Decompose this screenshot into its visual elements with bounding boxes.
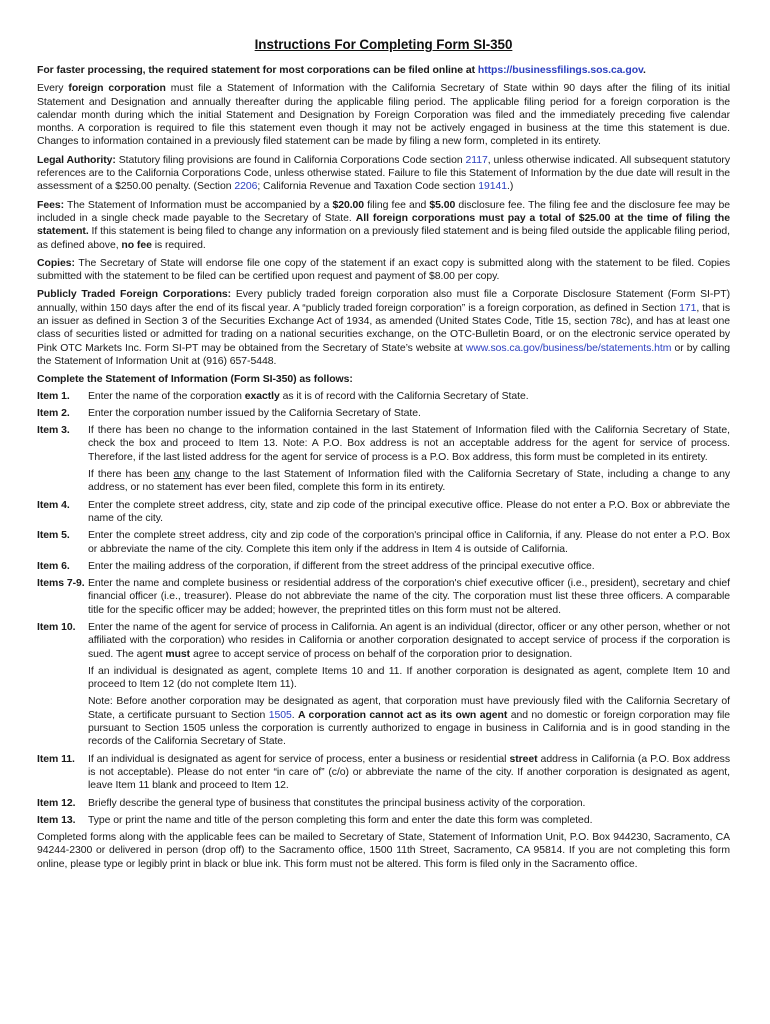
foreign-corporation-emphasis: foreign corporation: [68, 83, 166, 95]
section-2117-link[interactable]: 2117: [465, 154, 488, 166]
item-10-paragraph-1: [88, 621, 730, 661]
item-10-note-b: .: [291, 709, 299, 721]
total-fee-statement: All foreign corporations must pay a total of $25.00 at the time of filing the statement.: [37, 212, 730, 238]
item-label: Item 2.: [37, 407, 70, 419]
online-filing-note: [37, 64, 730, 77]
item-1-text-a: Enter the name of the corporation: [88, 390, 245, 402]
legal-text-a: Statutory filing provisions are found in California Corporations Code section: [115, 154, 466, 166]
legal-text-d: .): [506, 181, 514, 193]
ptfc-text-a: Every publicly traded foreign corporation also must file a Corporate Disclosure Statement (Form SI-PT) annually, within 150 days after the end of its fiscal year. A “publicly traded foreign corporation” is a foreign corporation, as defined in Section: [37, 289, 730, 314]
fees-text-e: is required.: [151, 239, 206, 251]
item-10-text-a: Enter the name of the agent for service of process in California. An agent is an individual (director, officer or any other person, whether or not affiliated with the corporation) who resides in California or another corporation designated to accept service of process if the corporation is sued. The agent: [88, 621, 730, 660]
item-3: [37, 424, 730, 494]
item-13: [37, 814, 730, 827]
legal-authority-label: Legal Authority:: [37, 154, 116, 166]
section-171-link[interactable]: 171: [679, 302, 697, 314]
item-text: Enter the corporation number issued by the California Secretary of State.: [88, 407, 421, 419]
disclosure-fee-amount: $5.00: [429, 199, 456, 211]
copies-paragraph: [37, 257, 730, 284]
item-text: [88, 424, 730, 494]
item-3-text-b: change to the last Statement of Information filed with the California Secretary of State, including a change to any address, or no statement has ever been filed, complete this form in its entirety.: [88, 469, 730, 494]
statements-website-link[interactable]: www.sos.ca.gov/business/be/statements.htm: [465, 342, 672, 354]
no-fee-emphasis: no fee: [121, 239, 152, 251]
own-agent-emphasis: A corporation cannot act as its own agent: [298, 709, 508, 721]
online-filing-text: For faster processing, the required statement for most corporations can be filed online at: [37, 65, 478, 76]
item-1-text-b: as it is of record with the California Secretary of State.: [279, 390, 529, 402]
item-6: [37, 560, 730, 573]
item-10-note-c: and no domestic or foreign corporation may file pursuant to Section 1505 unless the corporation is currently authorized to engage in business in California and is in good standing in the records of the California Secretary of State.: [88, 709, 730, 748]
section-19141-link[interactable]: 19141: [478, 181, 507, 193]
item-3-paragraph-2: [88, 468, 730, 495]
page-title: Instructions For Completing Form SI-350: [254, 37, 513, 52]
fees-label: Fees:: [37, 199, 65, 211]
item-5: [37, 529, 730, 556]
intro-text-c: must file a Statement of Information with the California Secretary of State within 90 days after the filing of its initial Statement and Designation and annually thereafter during the applicable filing period. The applicable filing period for a foreign corporation is the calendar month during which the initial Statement and Designation by Foreign Corporation was filed and the immediately preceding five calendar months. A corporation is required to file this statement even though it may not be actively engaged in business at the time this statement is due. Changes to information contained in a previously filed statement can be made by filing a new form, completed in its entirety.: [37, 83, 731, 148]
item-2: [37, 407, 730, 420]
section-1505-link[interactable]: 1505: [268, 709, 292, 721]
item-text: [88, 753, 730, 793]
fees-text-a: The Statement of Information must be accompanied by a: [64, 199, 333, 211]
item-10-text-b: agree to accept service of process on behalf of the corporation prior to designation.: [190, 648, 573, 660]
item-label: Item 10.: [37, 621, 76, 633]
item-12: [37, 797, 730, 810]
section-2206-link[interactable]: 2206: [234, 181, 258, 193]
item-label: Item 3.: [37, 425, 70, 437]
publicly-traded-paragraph: [37, 288, 730, 368]
any-emphasis: any: [173, 469, 191, 481]
legal-authority-paragraph: [37, 154, 730, 194]
items-7-9: [37, 577, 730, 617]
ptfc-text-c: or by calling the Statement of Information Unit at (916) 657-5448.: [37, 342, 730, 367]
item-11-text-a: If an individual is designated as agent for service of process, enter a business or residential: [88, 753, 510, 765]
copies-label: Copies:: [37, 257, 75, 269]
fees-text-b: filing fee and: [364, 199, 430, 211]
item-label: Item 11.: [37, 753, 75, 765]
complete-statement-heading: Complete the Statement of Information (Form SI-350) as follows:: [37, 374, 353, 386]
item-text: [88, 390, 730, 403]
fees-text-c: disclosure fee. The filing fee and the disclosure fee may be included in a single check made payable to the Secretary of State.: [37, 199, 730, 224]
item-label: Item 1.: [37, 390, 70, 402]
item-text: Enter the complete street address, city, state and zip code of the principal executive office. Please do not enter a P.O. Box or abbreviate the name of the city.: [88, 499, 730, 524]
item-10: [37, 621, 730, 749]
item-label: Item 12.: [37, 797, 76, 809]
fees-paragraph: [37, 199, 730, 252]
item-text: Enter the complete street address, city and zip code of the corporation's principal office in California, if any. Please do not enter a P.O. Box or abbreviate the name of the city. Complete this item only if the address in Item 4 is outside of California.: [88, 530, 730, 555]
item-label: Items 7-9.: [37, 578, 85, 590]
item-4: [37, 499, 730, 526]
item-11: [37, 753, 730, 793]
legal-text-b: , unless otherwise indicated. All subsequent statutory references are to the California Corporations Code, unless otherwise stated. Failure to file this Statement of Information by the due date will result in the assessment of a $250.00 penalty. (Section: [37, 154, 730, 193]
item-text: Enter the name and complete business or residential address of the corporation's chief executive officer (i.e., president), secretary and chief financial officer (i.e., treasurer). Please do not abbreviate the name of the city. The corporation must list these three officers. A comparable title for the specific officer may be added; however, the preprinted titles on this form must not be altered.: [88, 578, 730, 616]
item-text: Type or print the name and title of the person completing this form and enter the date this form was completed.: [88, 814, 593, 826]
instructions-page: [37, 36, 730, 871]
item-label: Item 4.: [37, 499, 70, 511]
copies-text: The Secretary of State will endorse file one copy of the statement if an exact copy is submitted along with the statement to be filed. Copies submitted with the statement to be filed can be certified upon request and payment of $8.00 per copy.: [37, 257, 730, 283]
item-label: Item 6.: [37, 560, 70, 572]
fees-text-d: If this statement is being filed to change any information on a previously filed statement and is being filed outside the applicable filing period, as defined above,: [37, 226, 730, 251]
item-10-paragraph-3: [88, 695, 730, 748]
ptfc-text-b: , that is an issuer as defined in Section 3 of the Securities Exchange Act of 1934, as amended (United States Code, Title 15, section 78c), and has at least one class of securities listed or admitted for trading on a national securities exchange, on the OTC-Bulletin Board, or on the electronic service operated by Pink OTC Markets Inc. Form SI-PT may be obtained from the Secretary of State’s website at: [37, 302, 730, 354]
item-text: Briefly describe the general type of business that constitutes the principal business activity of the corporation.: [88, 797, 586, 809]
item-3-text-a: If there has been: [88, 469, 174, 481]
item-1: [37, 390, 730, 403]
item-11-text-b: address in California (a P.O. Box address is not acceptable). Please do not enter “in care of” (c/o) or abbreviate the name of the city. If another corporation is designated as agent, leave Item 11 blank and proceed to Item 12.: [88, 753, 730, 792]
intro-paragraph: [37, 82, 730, 148]
item-10-note-a: Note: Before another corporation may be designated as agent, that corporation must have previously filed with the California Secretary of State, a certificate pursuant to Section: [88, 696, 730, 721]
item-text: [88, 621, 730, 749]
legal-text-c: ; California Revenue and Taxation Code section: [257, 181, 479, 193]
exactly-emphasis: exactly: [244, 390, 280, 402]
businessfilings-link[interactable]: https://businessfilings.sos.ca.gov: [477, 65, 644, 76]
item-label: Item 5.: [37, 530, 70, 542]
closing-paragraph: Completed forms along with the applicable fees can be mailed to Secretary of State, Statement of Information Unit, P.O. Box 944230, Sacramento, CA 94244-2300 or delivered in person (drop off) to the Sacramento office, 1500 11th Street, Sacramento, CA 95814. If you are not completing this form online, please type or legibly print in black or blue ink. This form must not be altered. This form is filed only in the Sacramento office.: [37, 832, 730, 870]
publicly-traded-label: Publicly Traded Foreign Corporations:: [37, 289, 232, 301]
intro-text-a: Every: [37, 83, 69, 95]
item-10-paragraph-2: If an individual is designated as agent, complete Items 10 and 11. If another corporation is designated as agent, complete Item 10 and proceed to Item 12 (do not complete Item 11).: [88, 665, 730, 691]
street-emphasis: street: [509, 753, 538, 765]
item-label: Item 13.: [37, 814, 76, 826]
online-filing-end: .: [643, 65, 646, 76]
item-text: Enter the mailing address of the corporation, if different from the street address of the principal executive office.: [88, 560, 595, 572]
item-3-paragraph-1: If there has been no change to the information contained in the last Statement of Information filed with the California Secretary of State, check the box and proceed to Item 13. Note: A P.O. Box address is not an acceptable address for the agent for service of process. Therefore, if the last listed address for the agent for service of process is a P.O. Box address, this form must be completed in its entirety.: [88, 425, 730, 463]
must-emphasis: must: [165, 648, 191, 660]
filing-fee-amount: $20.00: [332, 199, 365, 211]
